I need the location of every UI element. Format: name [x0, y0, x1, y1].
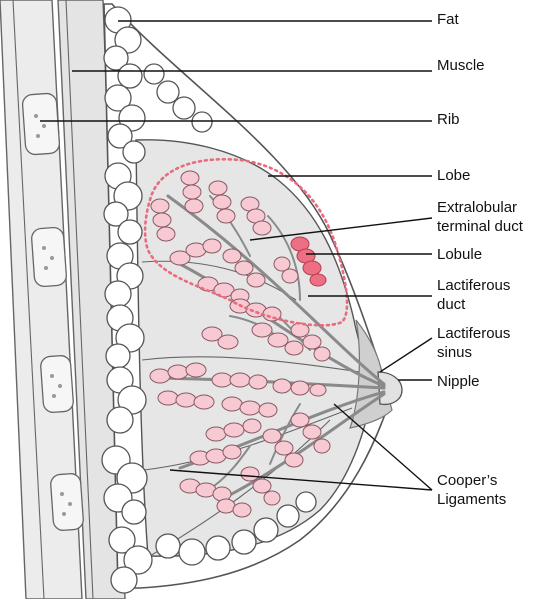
- lobule-icon: [212, 373, 267, 389]
- rib-icon: [31, 227, 67, 287]
- labels: [437, 11, 524, 508]
- label-lactiferous-duct-line1: Lactiferous: [437, 277, 511, 294]
- label-coopers-line2: Ligaments: [437, 491, 507, 508]
- label-coopers-line1: Cooper’s: [437, 472, 498, 489]
- label-lobule: Lobule: [437, 246, 483, 263]
- leader-lactiferous-sinus: [380, 338, 432, 372]
- label-lactiferous-duct-line2: duct: [437, 296, 466, 313]
- label-lactiferous-sinus-line2: sinus: [437, 344, 473, 361]
- label-lobe: Lobe: [437, 167, 471, 184]
- label-rib: Rib: [437, 111, 460, 128]
- rib-icon: [40, 355, 74, 413]
- label-lactiferous-sinus-line1: Lactiferous: [437, 325, 511, 342]
- label-extralobular-line2: terminal duct: [437, 218, 523, 235]
- label-muscle: Muscle: [437, 57, 485, 74]
- rib-icon: [50, 473, 84, 531]
- label-fat: Fat: [437, 11, 459, 28]
- label-extralobular-line1: Extralobular: [437, 199, 518, 216]
- label-nipple: Nipple: [437, 373, 480, 390]
- rib-icon: [22, 93, 60, 155]
